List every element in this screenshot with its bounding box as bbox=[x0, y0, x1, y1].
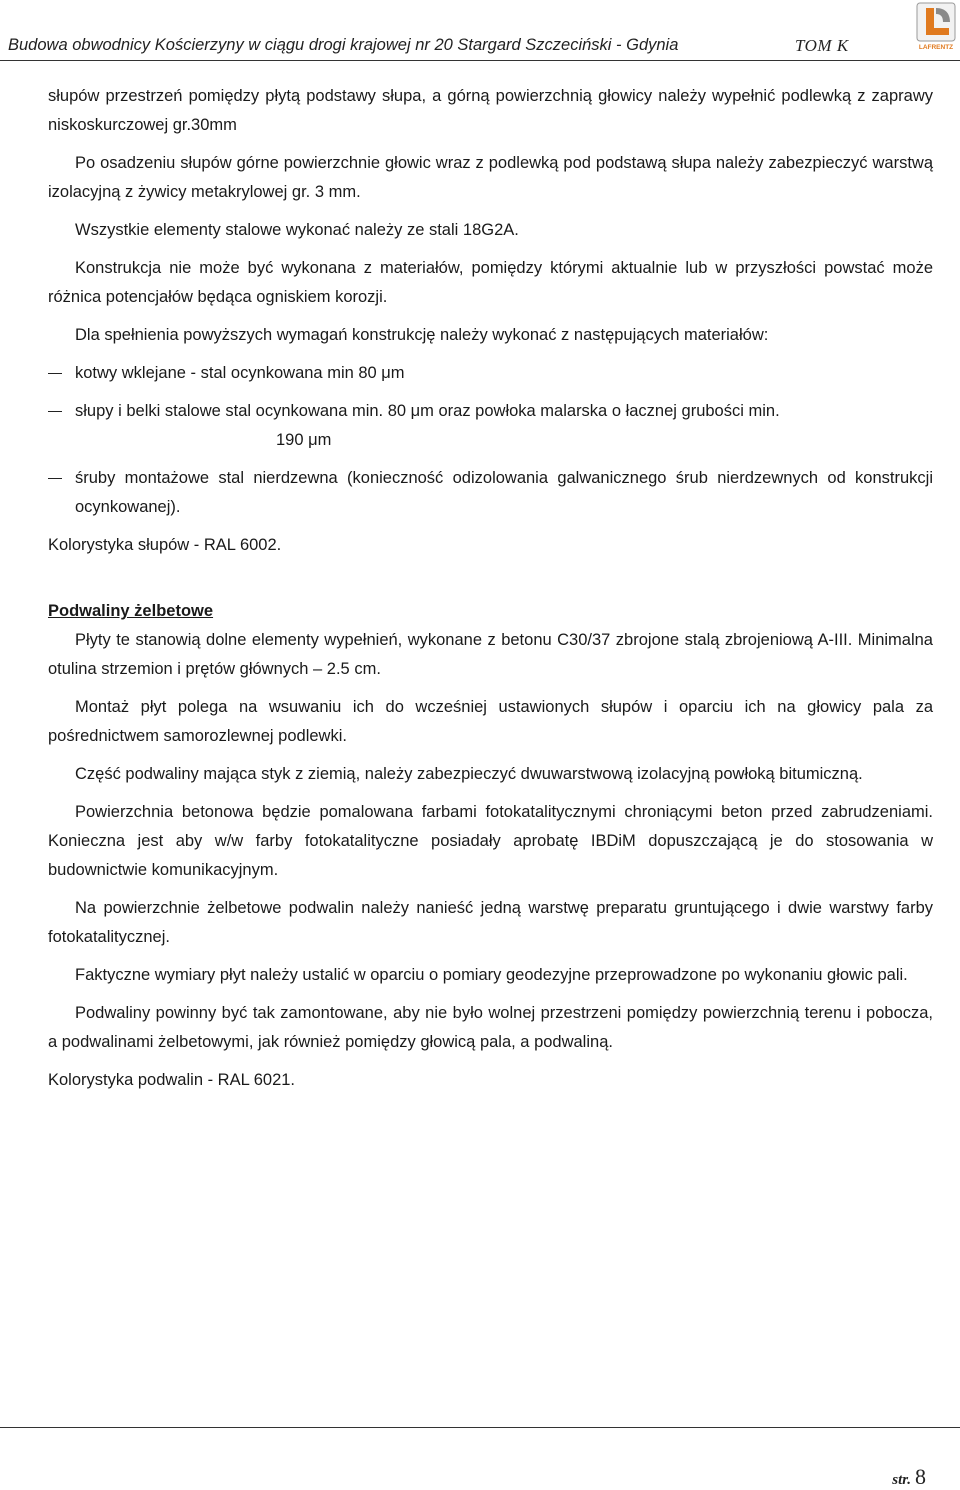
paragraph: Płyty te stanowią dolne elementy wypełnień, wykonane z betonu C30/37 zbrojone stalą zbrojeniową A-III. Minimalna otulina strzemion i prętów głównych – 2.5 cm. bbox=[48, 631, 933, 678]
volume-label: TOM K bbox=[795, 36, 849, 55]
paragraph: Podwaliny powinny być tak zamontowane, aby nie było wolnej przestrzeni pomiędzy powierzchnią terenu i pobocza, a podwalinami żelbetowymi, jak również pomiędzy głowicą pala, a podwaliną. bbox=[48, 1004, 933, 1051]
list-item-continuation: 190 μm bbox=[276, 431, 332, 449]
page-header bbox=[0, 0, 960, 62]
footer-divider bbox=[0, 1427, 960, 1428]
paragraph: Kolorystyka słupów - RAL 6002. bbox=[48, 536, 282, 554]
paragraph: Powierzchnia betonowa będzie pomalowana farbami fotokatalitycznymi chroniącymi beton przed zabrudzeniami. Konieczna jest aby w/w farby fotokatalityczne posiadały aprobatę IBDiM dopuszczającą je do stosowania w budownictwie komunikacyjnym. bbox=[48, 803, 933, 879]
paragraph: Konstrukcja nie może być wykonana z materiałów, pomiędzy którymi aktualnie lub w przyszłości powstać może różnica potencjałów będąca ogniskiem korozji. bbox=[48, 259, 933, 306]
paragraph: Wszystkie elementy stalowe wykonać należy ze stali 18G2A. bbox=[75, 221, 519, 239]
document-title: Budowa obwodnicy Kościerzyny w ciągu drogi krajowej nr 20 Stargard Szczeciński - Gdynia bbox=[8, 36, 679, 54]
logo-wordmark: LAFRENTZ bbox=[918, 44, 954, 51]
list-item: kotwy wklejane - stal ocynkowana min 80 μm bbox=[48, 359, 933, 388]
section-title: Podwaliny żelbetowe bbox=[48, 602, 214, 620]
paragraph: Część podwaliny mająca styk z ziemią, należy zabezpieczyć dwuwarstwową izolacyjną powłoką bitumiczną. bbox=[75, 765, 863, 783]
paragraph: Montaż płyt polega na wsuwaniu ich do wcześniej ustawionych słupów i oparciu ich na głowicy pala za pośrednictwem samorozlewnej podlewki. bbox=[48, 698, 933, 745]
paragraph: Faktyczne wymiary płyt należy ustalić w oparciu o pomiary geodezyjne przeprowadzone po wykonaniu głowic pali. bbox=[75, 966, 908, 984]
page-label: str. bbox=[892, 1472, 911, 1488]
header-divider bbox=[0, 60, 960, 61]
paragraph: Dla spełnienia powyższych wymagań konstrukcję należy wykonać z następujących materiałów: bbox=[75, 326, 769, 344]
paragraph: Po osadzeniu słupów górne powierzchnie głowic wraz z podlewką pod podstawą słupa należy zabezpieczyć warstwą izolacyjną z żywicy metakrylowej gr. 3 mm. bbox=[48, 154, 933, 201]
list-item: słupy i belki stalowe stal ocynkowana min. 80 μm oraz powłoka malarska o łacznej grubości min. bbox=[48, 397, 933, 426]
paragraph: Kolorystyka podwalin - RAL 6021. bbox=[48, 1071, 296, 1089]
page-number bbox=[892, 1464, 926, 1490]
paragraph: słupów przestrzeń pomiędzy płytą podstawy słupa, a górną powierzchnią głowicy należy wypełnić podlewką z zaprawy niskoskurczowej gr.30mm bbox=[48, 87, 933, 134]
company-logo bbox=[916, 2, 956, 52]
list-item: śruby montażowe stal nierdzewna (konieczność odizolowania galwanicznego śrub nierdzewnych od konstrukcji ocynkowanej). bbox=[48, 464, 933, 522]
paragraph: Na powierzchnie żelbetowe podwalin należy nanieść jedną warstwę preparatu gruntującego i dwie warstwy farby fotokatalitycznej. bbox=[48, 899, 933, 946]
document-body bbox=[48, 82, 933, 1095]
page-number-value: 8 bbox=[915, 1464, 926, 1489]
